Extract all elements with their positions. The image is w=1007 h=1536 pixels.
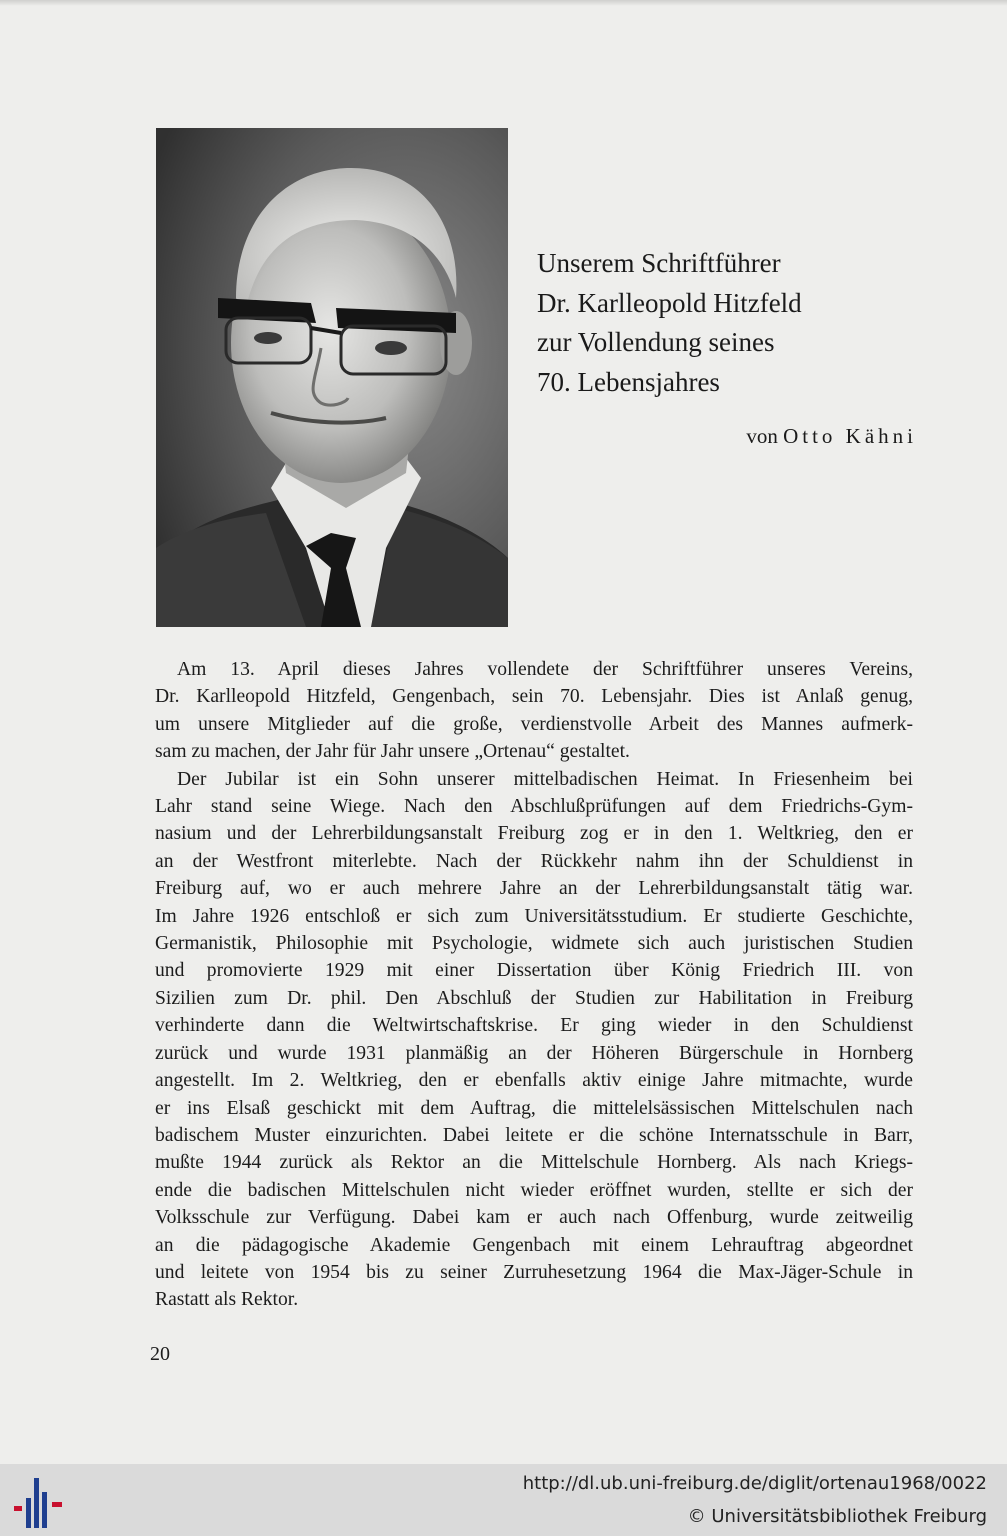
text-line: Im Jahre 1926 entschloß er sich zum Universitätsstudium. Er studierte Geschichte,: [155, 905, 913, 927]
text-line: und promovierte 1929 mit einer Dissertation über König Friedrich III. von: [155, 960, 913, 982]
text-line: um unsere Mitglieder auf die große, verdienstvolle Arbeit des Mannes aufmerk-: [155, 713, 913, 735]
text-line: Rastatt als Rektor.: [155, 1289, 299, 1311]
text-line: mußte 1944 zurück als Rektor an die Mittelschule Hornberg. Als nach Kriegs-: [155, 1152, 913, 1174]
text-line: Lahr stand seine Wiege. Nach den Abschlußprüfungen auf dem Friedrichs-Gym-: [155, 796, 913, 818]
text-line: Der Jubilar ist ein Sohn unserer mittelbadischen Heimat. In Friesenheim bei: [177, 768, 913, 790]
text-line: Volksschule zur Verfügung. Dabei kam er auch nach Offenburg, wurde zeitweilig: [155, 1207, 913, 1229]
text-line: ende die badischen Mittelschulen nicht wieder eröffnet wurden, stellte er sich der: [155, 1179, 913, 1201]
author-name: Otto Kähni: [783, 424, 917, 448]
copyright-notice: © Universitätsbibliothek Freiburg: [687, 1506, 987, 1527]
text-line: sam zu machen, der Jahr für Jahr unsere „Ortenau“ gestaltet.: [155, 741, 630, 763]
text-line: zurück und wurde 1931 planmäßig an der Höheren Bürgerschule in Hornberg: [155, 1042, 913, 1064]
text-line: an der Westfront miterlebte. Nach der Rückkehr nahm ihn der Schuldienst in: [155, 850, 913, 872]
text-line: er ins Elsaß geschickt mit dem Auftrag, die mittelelsässischen Mittelschulen nach: [155, 1097, 913, 1119]
author-prefix: von: [746, 424, 778, 448]
article-title: [537, 244, 937, 402]
text-line: Am 13. April dieses Jahres vollendete der Schriftführer unseres Vereins,: [177, 659, 913, 680]
paragraph-2: [155, 766, 913, 1314]
title-line: Dr. Karlleopold Hitzfeld: [537, 287, 802, 318]
paragraph-1: [155, 656, 913, 766]
article-body: [155, 656, 913, 1314]
text-line: nasium und der Lehrerbildungsanstalt Freiburg zog er in den 1. Weltkrieg, den er: [155, 823, 913, 845]
title-line: zur Vollendung seines: [537, 327, 775, 357]
portrait-photo: [156, 128, 508, 627]
text-line: an die pädagogische Akademie Gengenbach mit einem Lehrauftrag abgeordnet: [155, 1234, 913, 1256]
text-line: verhinderte dann die Weltwirtschaftskrise. Er ging wieder in den Schuldienst: [155, 1015, 913, 1037]
text-line: Sizilien zum Dr. phil. Den Abschluß der Studien zur Habilitation in Freiburg: [155, 987, 913, 1009]
text-line: Dr. Karlleopold Hitzfeld, Gengenbach, sein 70. Lebensjahr. Dies ist Anlaß genug,: [155, 686, 913, 708]
text-line: und leitete von 1954 bis zu seiner Zurruhesetzung 1964 die Max-Jäger-Schule in: [155, 1261, 913, 1283]
title-line: Unserem Schriftführer: [537, 248, 781, 278]
text-line: Freiburg auf, wo er auch mehrere Jahre an der Lehrerbildungsanstalt tätig war.: [155, 878, 913, 900]
author-byline: [600, 424, 917, 449]
library-logo-icon: [12, 1478, 64, 1528]
scan-top-edge: [0, 0, 1007, 6]
footer-bar: [0, 1464, 1007, 1536]
page-number: 20: [150, 1343, 170, 1365]
text-line: badischem Muster einzurichten. Dabei leitete er die schöne Internatsschule in Barr,: [155, 1124, 913, 1146]
text-line: angestellt. Im 2. Weltkrieg, den er ebenfalls aktiv einige Jahre mitmachte, wurde: [155, 1070, 913, 1092]
text-line: Germanistik, Philosophie mit Psychologie, widmete sich auch juristischen Studien: [155, 933, 913, 955]
source-url-link[interactable]: http://dl.ub.uni-freiburg.de/diglit/ortenau1968/0022: [522, 1473, 987, 1494]
title-line: 70. Lebensjahres: [537, 366, 720, 397]
